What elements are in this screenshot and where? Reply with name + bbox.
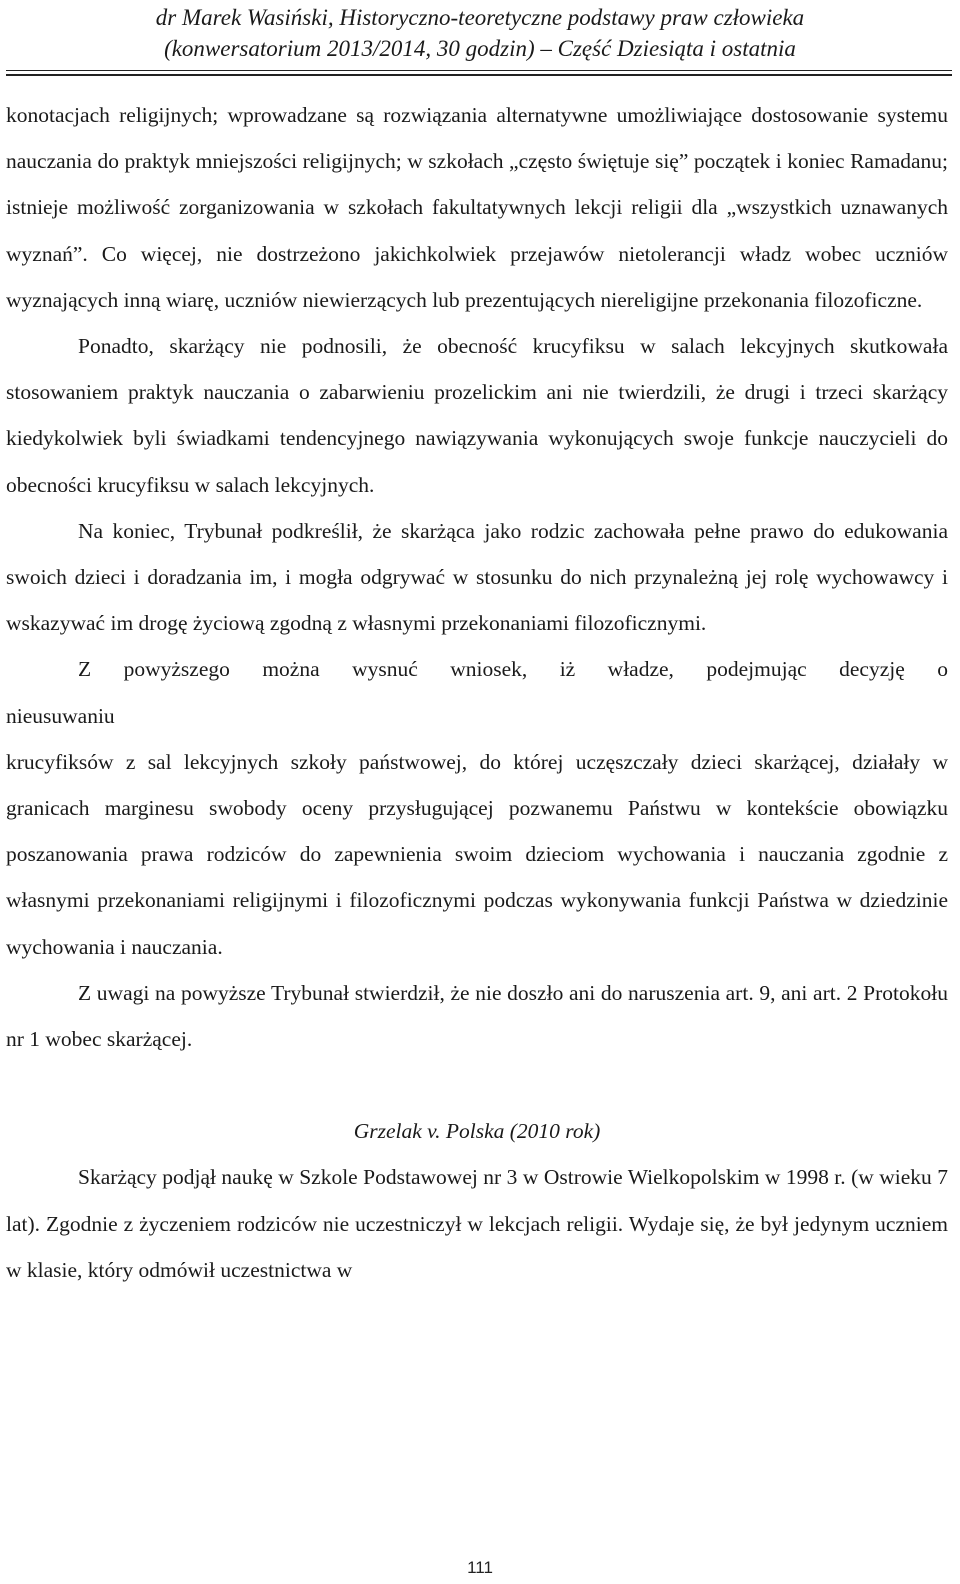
paragraph-wniosek-line-1: Z powyższego można wysnuć wniosek, iż władze, podejmując decyzję o [78, 657, 948, 682]
case-heading: Grzelak v. Polska (2010 rok) [353, 1119, 601, 1144]
paragraph-na-koniec: Na koniec, Trybunał podkreślił, że skarżąca jako rodzic zachowała pełne prawo do edukowania swoich dzieci i doradzania im, i mogła odgrywać w stosunku do nich przynależną jej rolę wychowawcy i wskazywać im drogę życiową zgodną z własnymi przekonaniami filozoficznymi. [6, 518, 948, 636]
page-number: 111 [467, 1558, 493, 1577]
paragraph-ponadto: Ponadto, skarżący nie podnosili, że obecność krucyfiksu w salach lekcyjnych skutkowała stosowaniem praktyk nauczania o zabarwieniu prozelickim ani nie twierdzili, że drugi i trzeci skarżący kiedykolwiek byli świadkami tendencyjnego nawiązywania wykonujących swoje funkcje nauczycieli do obecności krucyfiksu w salach lekcyjnych. [6, 334, 948, 497]
running-header [0, 2, 960, 64]
paragraph-konkluzja: Z uwagi na powyższe Trybunał stwierdził, że nie doszło ani do naruszenia art. 9, ani art. 2 Protokołu nr 1 wobec skarżącej. [6, 980, 948, 1052]
paragraph-continuation: konotacjach religijnych; wprowadzane są rozwiązania alternatywne umożliwiające dostosowanie systemu nauczania do praktyk mniejszości religijnych; w szkołach „często świętuje się” początek i koniec Ramadanu; istnieje możliwość zorganizowania w szkołach fakultatywnych lekcji religii dla „wszystkich uznawanych wyznań”. Co więcej, nie dostrzeżono jakichkolwiek przejawów nietolerancji władz wobec uczniów wyznających inną wiarę, uczniów niewierzących lub prezentujących niereligijne przekonania filozoficzne. [6, 103, 948, 312]
running-header-line-1: dr Marek Wasiński, Historyczno-teoretyczne podstawy praw człowieka [155, 5, 805, 30]
document-body [6, 92, 948, 1293]
paragraph-grzelak: Skarżący podjął naukę w Szkole Podstawowej nr 3 w Ostrowie Wielkopolskim w 1998 r. (w wieku 7 lat). Zgodnie z życzeniem rodziców nie uczestniczył w lekcjach religii. Wydaje się, że był jedynym uczniem w klasie, który odmówił uczestnictwa w [6, 1165, 948, 1282]
paragraph-wniosek-line-2: nieusuwaniu [6, 703, 115, 728]
running-header-line-2: (konwersatorium 2013/2014, 30 godzin) – Część Dziesiąta i ostatnia [164, 36, 796, 61]
paragraph-wniosek-continuation: krucyfiksów z sal lekcyjnych szkoły państwowej, do której uczęszczały dzieci skarżącej, działały w granicach marginesu swobody oceny przysługującej pozwanemu Państwu w kontekście obowiązku poszanowania prawa rodziców do zapewnienia swoim dzieciom wychowania i nauczania zgodnie z własnymi przekonaniami religijnymi i filozoficznymi podczas wykonywania funkcji Państwa w dziedzinie wychowania i nauczania. [6, 749, 948, 959]
header-rule-thin [6, 70, 952, 71]
header-rule-thick [6, 74, 952, 76]
